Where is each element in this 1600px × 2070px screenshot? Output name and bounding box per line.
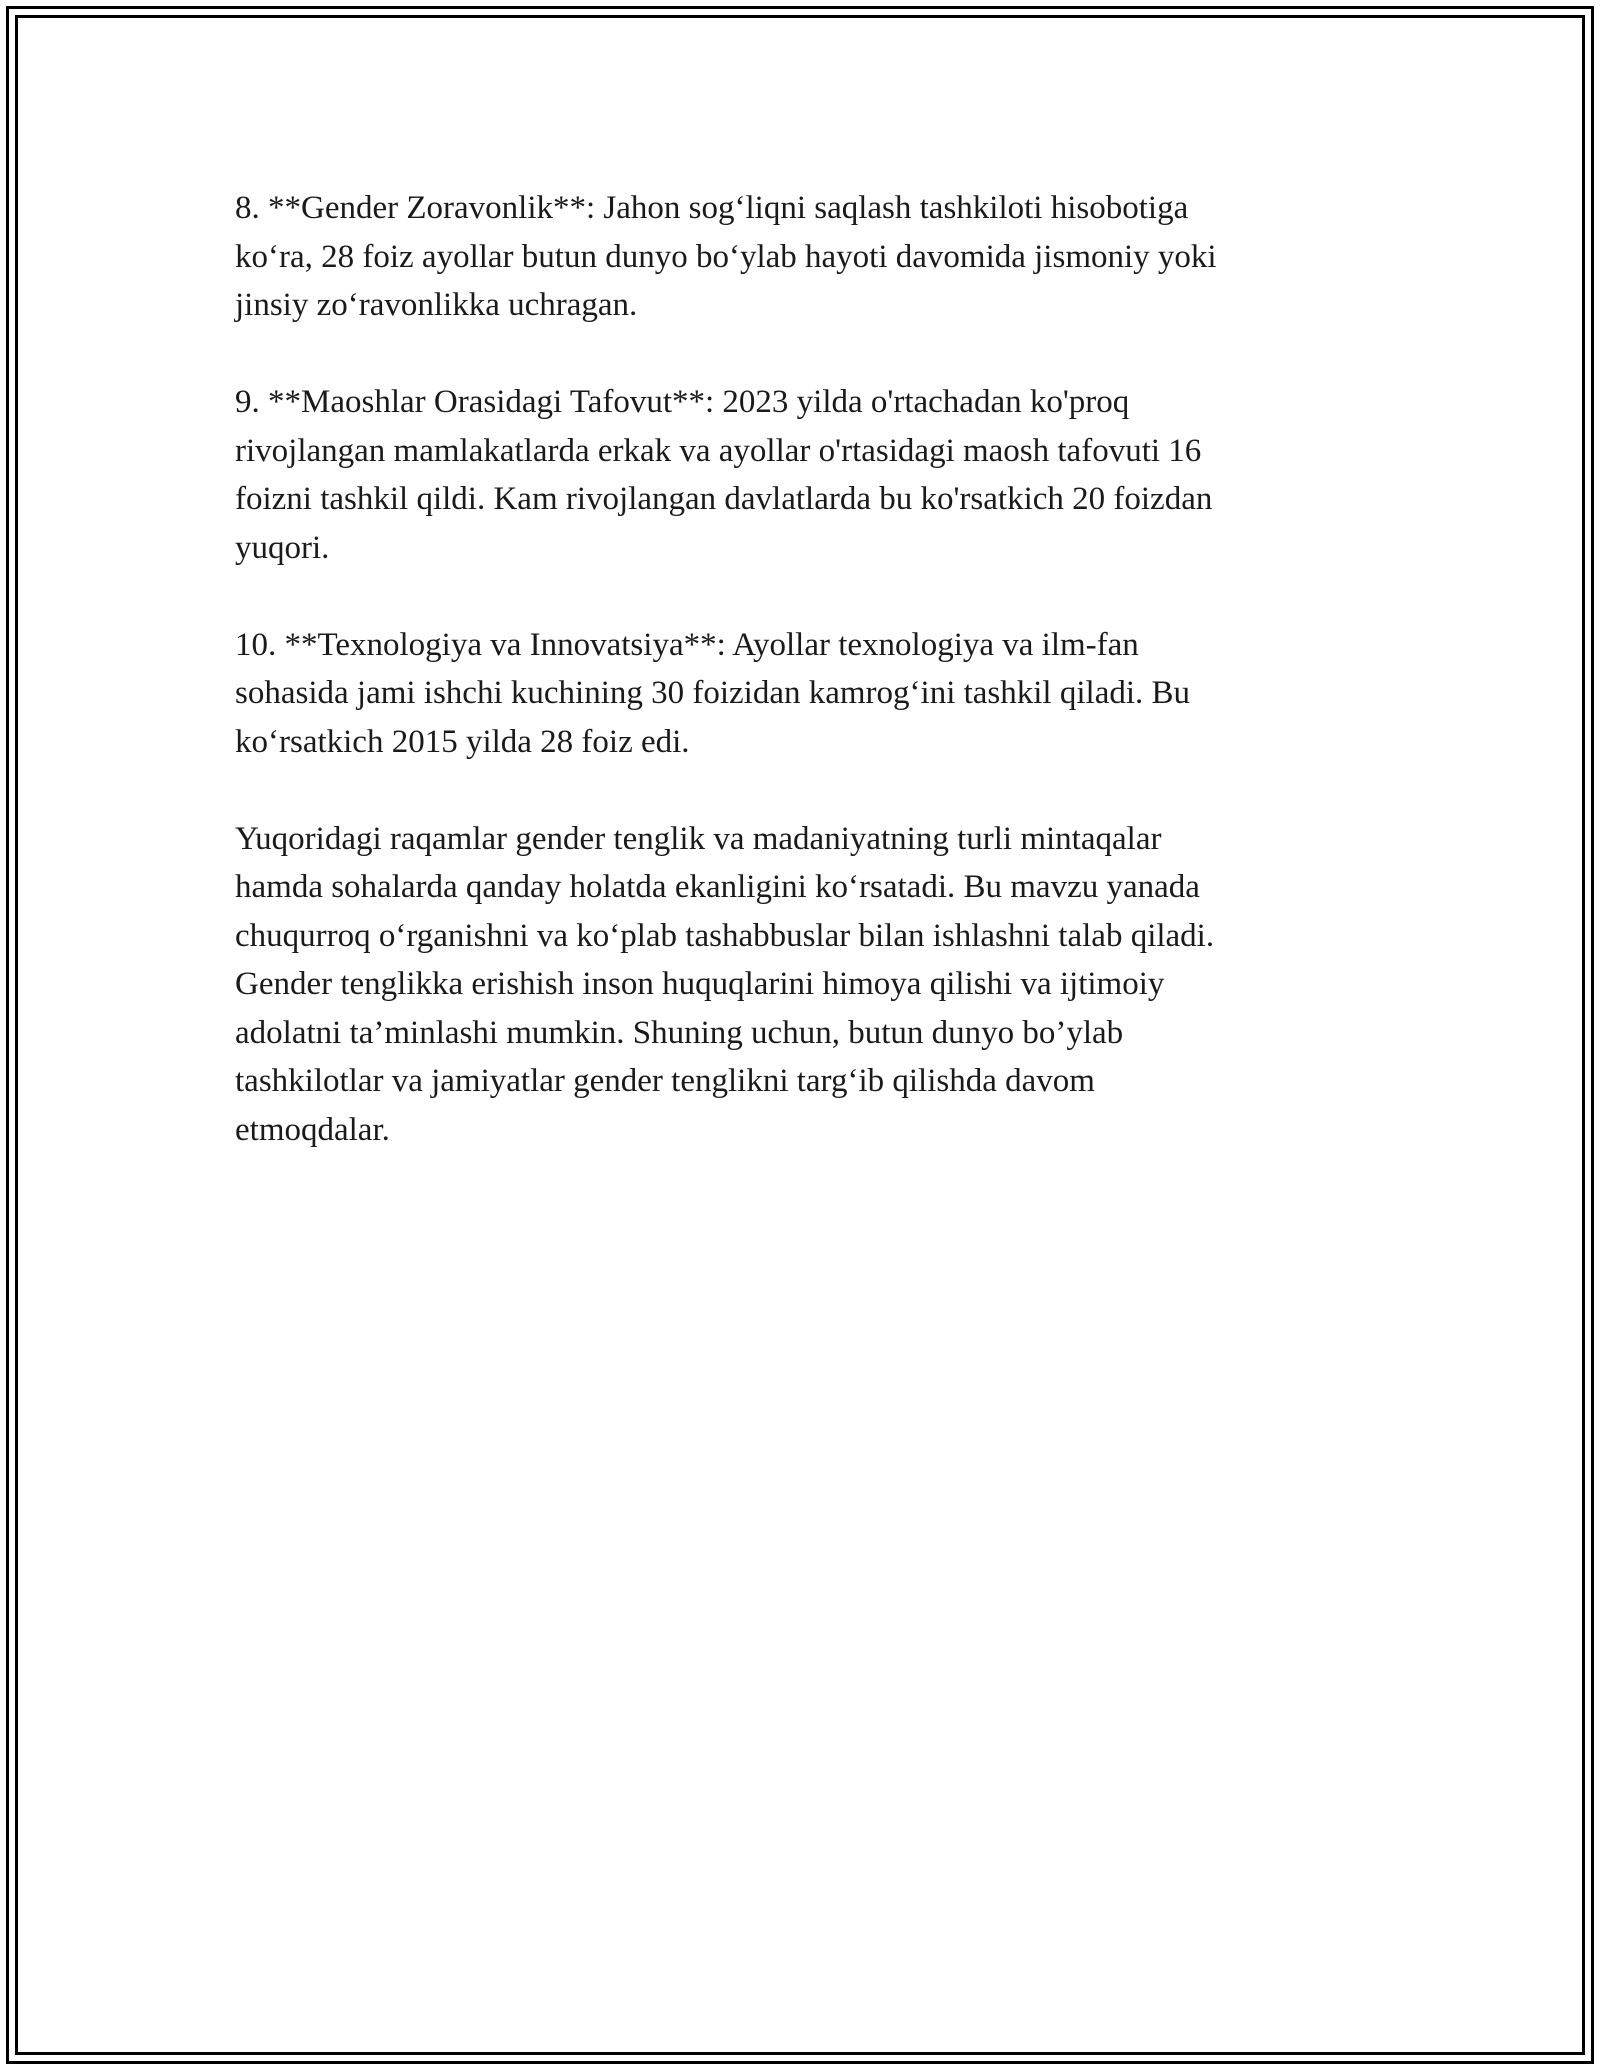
paragraph-technology-innovation: 10. **Texnologiya va Innovatsiya**: Ayollar texnologiya va ilm-fan sohasida jami ishchi kuchining 30 foizidan kamrog‘ini tashkil qiladi. Bu ko‘rsatkich 2015 yilda 28 foiz edi. <box>235 626 1191 760</box>
paragraph-pay-gap: 9. **Maoshlar Orasidagi Tafovut**: 2023 yilda o'rtachadan ko'proq rivojlangan mamlakatlarda erkak va ayollar o'rtasidagi maosh tafovuti 16 foizni tashkil qildi. Kam rivojlangan davlatlarda bu ko'rsatkich 20 foizdan yuqori. <box>235 384 1213 566</box>
document-body <box>235 184 1360 1203</box>
paragraph-conclusion: Yuqoridagi raqamlar gender tenglik va madaniyatning turli mintaqalar hamda sohalarda qanday holatda ekanligini ko‘rsatadi. Bu mavzu yanada chuqurroq o‘rganishni va ko‘plab tashabbuslar bilan ishlashni talab qiladi. Gender tenglikka erishish inson huquqlarini himoya qilishi va ijtimoiy adolatni ta’minlashi mumkin. Shuning uchun, butun dunyo bo’ylab tashkilotlar va jamiyatlar gender tenglikni targ‘ib qilishda davom etmoqdalar. <box>235 820 1215 1148</box>
paragraph-gender-violence: 8. **Gender Zoravonlik**: Jahon sog‘liqni saqlash tashkiloti hisobotiga ko‘ra, 28 foiz ayollar butun dunyo bo‘ylab hayoti davomida jismoniy yoki jinsiy zo‘ravonlikka uchragan. <box>235 190 1217 323</box>
